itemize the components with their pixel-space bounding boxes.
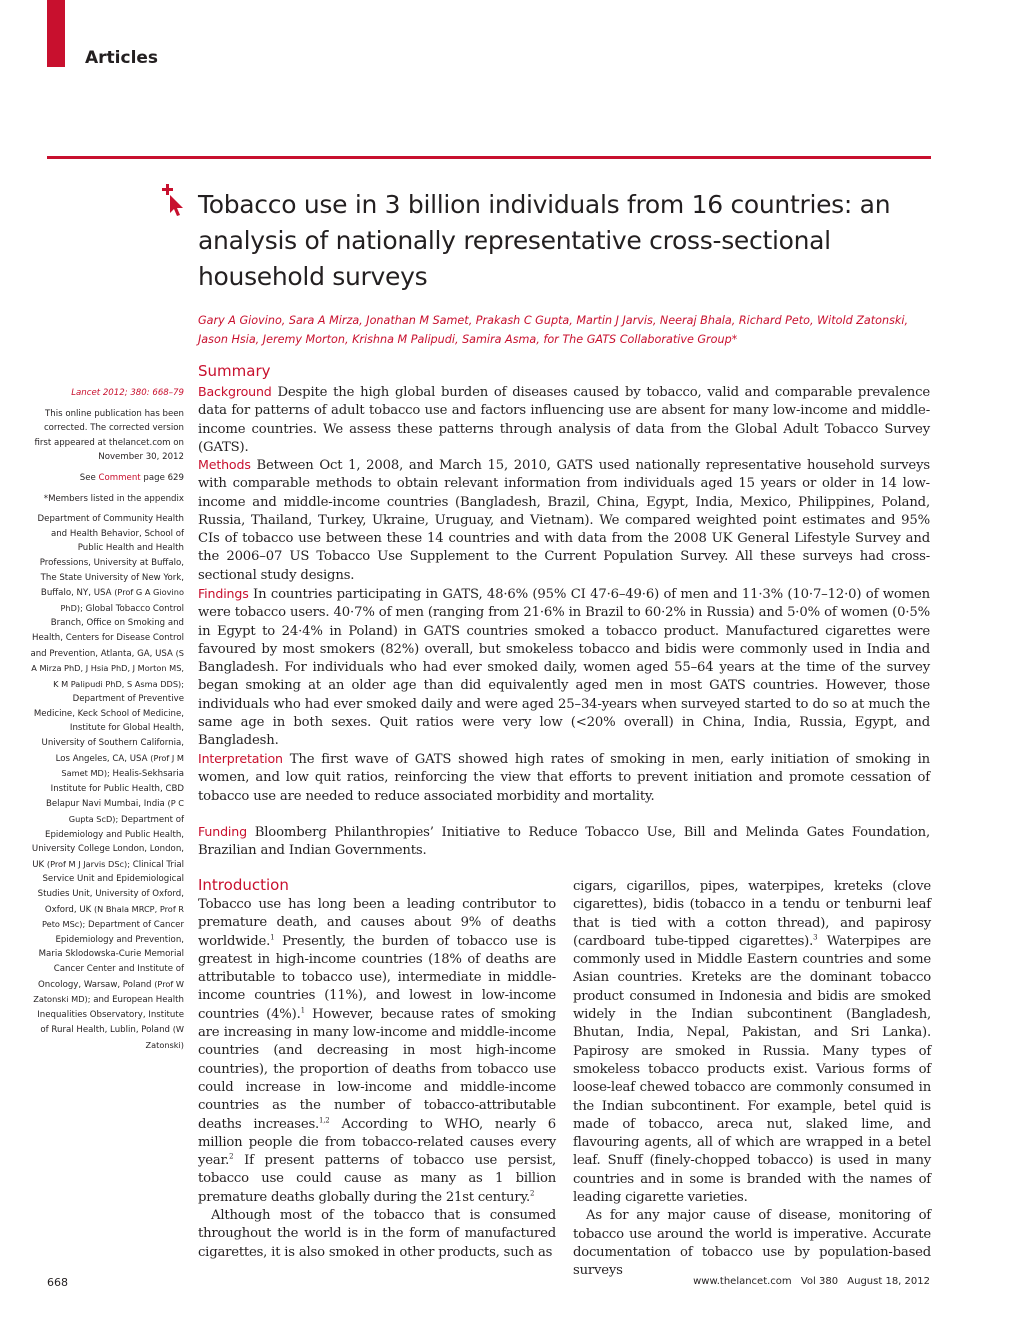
affiliation-4-names: (P C Gupta ScD); xyxy=(68,798,184,825)
introduction-heading: Introduction xyxy=(198,876,289,894)
intro-p1-text-c: However, because rates of smoking are increasing in many low-income and middle-income countries (and decreasing in most high-income countries), the proportion of deaths from tobacco use could increase in low-income and middle-income countries as the number of tobacco-attributable deaths increases. xyxy=(198,1006,556,1132)
affiliation-8: and European Health Inequalities Observatory, Institute of Rural Health, Lublin, Poland xyxy=(37,995,184,1036)
abstract-findings xyxy=(198,585,930,751)
intro-paragraph-2: Although most of the tobacco that is consumed throughout the world is in the form of manufactured cigarettes, it is also smoked in other products, such as xyxy=(198,1208,556,1260)
background-label: Background xyxy=(198,384,272,399)
page-number: 668 xyxy=(47,1276,68,1289)
section-label: Articles xyxy=(85,48,159,68)
see-comment-note xyxy=(30,471,184,486)
methods-label: Methods xyxy=(198,457,251,472)
intro-r1-text-b: Waterpipes are commonly used in Middle Eastern countries and some Asian countries. Kreteks are the dominant tobacco product consumed in Indonesia and bidis are smoked widely in the Indian subcontinent (Bangladesh, Bhutan, India, Nepal, Pakistan, and Sri Lanka). Papirosy are smoked in Russia. Many types of smokeless tobacco products exist. Various forms of loose-leaf chewed tobacco are commonly consumed in the Indian subcontinent. For example, betel quid is made of tobacco, areca nut, slaked lime, and flavouring agents, all of which are wrapped in a betel leaf. Snuff (finely-chopped tobacco) is used in many countries and in some is branded with the names of leading cigarette varieties. xyxy=(573,933,931,1206)
affiliation-6-names: (N Bhala MRCP, Prof R Peto MSc); xyxy=(42,903,184,930)
header-accent-bar xyxy=(47,0,65,67)
body-column-left xyxy=(198,896,556,1262)
affiliation-7: Department of Cancer Epidemiology and Prevention, Maria Sklodowska-Curie Memorial Cancer Center and Institute of Oncology, Warsaw, Poland xyxy=(37,920,184,990)
affiliation-2: Global Tobacco Control Branch, Office on Smoking and Health, Centers for Disease Control and Prevention, Atlanta, GA, USA xyxy=(30,603,184,659)
affiliation-4: Healis-Sekhsaria Institute for Public Health, CBD Belapur Navi Mumbai, India xyxy=(46,769,184,810)
correction-note: This online publication has been corrected. The corrected version first appeared at thelancet.com on November 30, 2012 xyxy=(34,408,184,463)
crossmark-icon[interactable] xyxy=(160,184,186,218)
affiliation-1-names: (Prof G A Giovino PhD); xyxy=(60,587,184,613)
citation: Lancet 2012; 380: 668–79 xyxy=(71,388,184,398)
affiliation-3-names: (Prof J M Samet MD); xyxy=(61,752,184,779)
intro-p1-text-d: According to WHO, nearly 6 million people die from tobacco-related causes every year. xyxy=(198,1116,556,1169)
article-title: Tobacco use in 3 billion individuals from 16 countries: an analysis of nationally representative cross-sectional household surveys xyxy=(198,190,891,291)
intro-p1-text-e: If present patterns of tobacco use persist, tobacco use could cause as many as 1 billion premature deaths globally during the 21st century. xyxy=(198,1153,556,1205)
header-rule xyxy=(47,156,931,159)
affiliation-5-names: (Prof M J Jarvis DSc); xyxy=(46,858,130,869)
funding-label: Funding xyxy=(198,824,247,839)
intro-paragraph-2-continued xyxy=(573,878,931,1207)
intro-p1-text-b: Presently, the burden of tobacco use is greatest in high-income countries (18% of deaths are attributable to tobacco use), intermediate in middle-income countries (11%), and lowest in low-income countries (4%). xyxy=(198,933,556,1022)
reference-marker[interactable]: 2 xyxy=(229,1152,234,1161)
reference-marker[interactable]: 1,2 xyxy=(319,1116,330,1125)
affiliation-7-names: (Prof W Zatonski MD); xyxy=(33,978,184,1005)
footer-journal-info xyxy=(687,1276,930,1287)
reference-marker[interactable]: 3 xyxy=(813,933,818,942)
author-list: Gary A Giovino, Sara A Mirza, Jonathan M Samet, Prakash C Gupta, Martin J Jarvis, Neeraj Bhala, Richard Peto, Witold Zatonski, Jason Hsia, Jeremy Morton, Krishna M Palipudi, Samira Asma, for The GATS Collaborative Group* xyxy=(198,314,909,346)
summary-heading: Summary xyxy=(198,362,271,380)
intro-r1-text-a: cigars, cigarillos, pipes, waterpipes, kreteks (clove cigarettes), bidis (tobacco in a tendu or tenburni leaf that is tied with a cotton thread), and papirosy (cardboard tube-tipped cigarettes). xyxy=(573,879,931,949)
reference-marker[interactable]: 1 xyxy=(300,1006,305,1015)
journal-date: August 18, 2012 xyxy=(847,1276,930,1287)
affiliation-1: Department of Community Health and Health Behavior, School of Public Health and Health Professions, University at Buffalo, The State University of New York, Buffalo, NY, USA xyxy=(37,514,184,599)
affiliations xyxy=(30,512,184,1053)
funding-text: Bloomberg Philanthropies’ Initiative to Reduce Tobacco Use, Bill and Melinda Gates Foundation, Brazilian and Indian Governments. xyxy=(198,825,930,859)
journal-website[interactable]: www.thelancet.com xyxy=(693,1276,792,1287)
affiliation-6: Clinical Trial Service Unit and Epidemiological Studies Unit, University of Oxford, Oxford, UK xyxy=(37,859,184,915)
abstract-funding xyxy=(198,823,930,861)
intro-paragraph-1 xyxy=(198,896,556,1207)
intro-p1-text-a: Tobacco use has long been a leading contributor to premature death, and causes about 9% of deaths worldwide. xyxy=(198,897,556,949)
affiliation-8-names: (W Zatonski) xyxy=(145,1024,184,1050)
see-prefix: See xyxy=(79,472,99,483)
journal-volume: Vol 380 xyxy=(800,1276,839,1287)
body-column-right xyxy=(573,878,931,1281)
affiliation-5: Department of Epidemiology and Public Health, University College London, London, UK xyxy=(31,815,184,870)
findings-label: Findings xyxy=(198,586,249,601)
methods-text: Between Oct 1, 2008, and March 15, 2010, GATS used nationally representative household surveys with comparable methods to obtain relevant information from individuals aged 15 years or older in 14 low-income and middle-income countries (Bangladesh, Brazil, China, Egypt, India, Mexico, Philippines, Poland, Russia, Thailand, Turkey, Ukraine, Uruguay, and Vietnam). We compared weighted point estimates and 95% CIs of tobacco use between these 14 countries and with data from the 2008 UK General Lifestyle Survey and the 2006–07 US Tobacco Use Supplement to the Current Population Survey. All these surveys had cross-sectional study designs. xyxy=(198,458,930,583)
affiliation-3: Department of Preventive Medicine, Keck School of Medicine, Institute for Global Health, University of Southern California, Los Angeles, CA, USA xyxy=(33,694,184,764)
abstract-methods xyxy=(198,456,930,585)
abstract-interpretation xyxy=(198,750,930,806)
sidebar-notes xyxy=(30,386,184,1060)
interpretation-label: Interpretation xyxy=(198,751,283,766)
members-note: *Members listed in the appendix xyxy=(43,493,184,504)
interpretation-text: The first wave of GATS showed high rates of smoking in men, early initiation of smoking in women, and low quit ratios, reinforcing the view that efforts to prevent initiation and promote cessation of tobacco use are needed to reduce associated morbidity and mortality. xyxy=(198,752,930,804)
reference-marker[interactable]: 2 xyxy=(529,1189,535,1198)
findings-text: In countries participating in GATS, 48·6% (95% CI 47·6–49·6) of men and 11·3% (10·7–12·0) of women were tobacco users. 40·7% of men (ranging from 21·6% in Brazil to 60·2% in Russia) and 5·0% of women (0·5% in Egypt to 24·4% in Poland) in GATS countries smoked a tobacco product. Manufactured cigarettes were favoured by most smokers (82%) overall, but smokeless tobacco and bidis were commonly used in India and Bangladesh. For individuals who had ever smoked daily, women aged 55–64 years at the time of the survey began smoking at an older age than did equivalently aged men in most GATS countries. However, those individuals who had ever smoked daily and were aged 25–34-years when surveyed started to do so at much the same age in both sexes. Quit ratios were very low (<20% overall) in China, India, Russia, Egypt, and Bangladesh. xyxy=(198,587,930,749)
comment-link[interactable]: Comment xyxy=(98,472,141,483)
background-text: Despite the high global burden of diseases caused by tobacco, valid and comparable prevalence data for patterns of adult tobacco use and factors influencing use are absent for many low-income and middle-income countries. We assess these patterns through analysis of data from the Global Adult Tobacco Survey (GATS). xyxy=(198,385,930,455)
affiliation-2-names: (S A Mirza PhD, J Hsia PhD, J Morton MS, K M Palipudi PhD, S Asma DDS); xyxy=(31,647,184,689)
see-suffix: page 629 xyxy=(140,472,184,483)
reference-marker[interactable]: 1 xyxy=(270,933,275,942)
intro-paragraph-3: As for any major cause of disease, monitoring of tobacco use around the world is imperative. Accurate documentation of tobacco use by population-based surveys xyxy=(573,1208,931,1279)
abstract-background xyxy=(198,383,930,457)
